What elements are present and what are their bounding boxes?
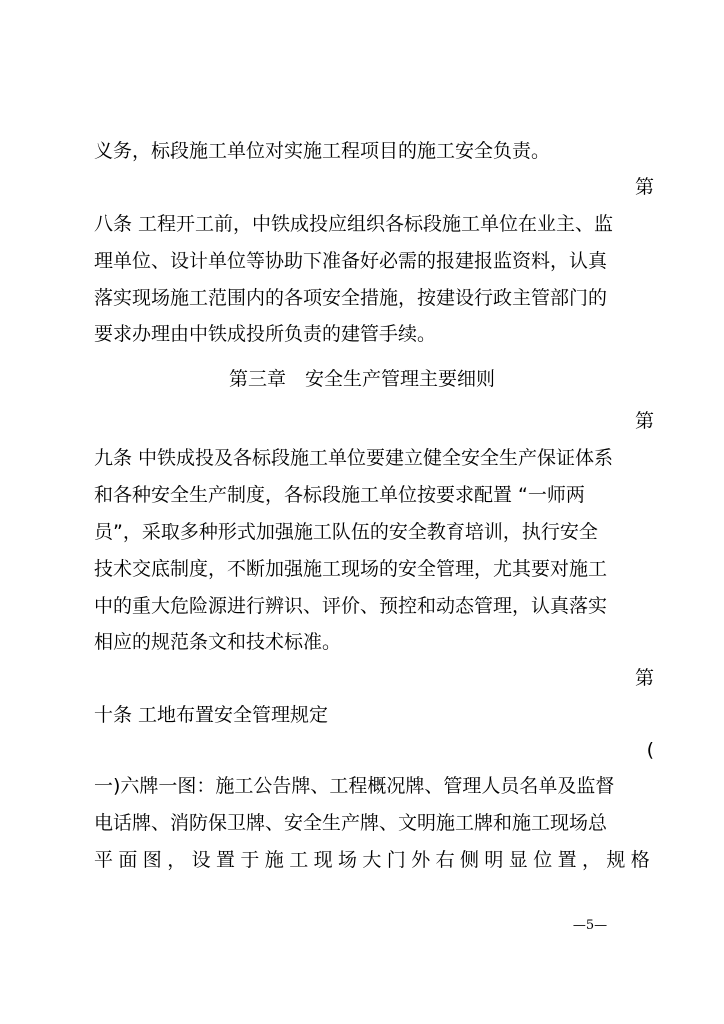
article-marker-8: 第 (634, 176, 654, 198)
text-line-4: 理单位、设计单位等协助下准备好必需的报建报监资料，认真 (94, 250, 608, 272)
article-marker-9: 第 (634, 410, 654, 432)
text-line-11: 员”，采取多种形式加强施工队伍的安全教育培训，执行安全 (94, 521, 598, 543)
text-line-14: 相应的规范条文和技术标准。 (94, 631, 342, 653)
text-line-13: 中的重大危险源进行辨识、评价、预控和动态管理，认真落实 (94, 595, 608, 617)
chapter-heading: 第三章 安全生产管理主要细则 (228, 368, 495, 390)
text-line-12: 技术交底制度，不断加强施工现场的安全管理，尤其要对施工 (94, 558, 608, 580)
text-line-5: 落实现场施工范围内的各项安全措施，按建设行政主管部门的 (94, 287, 608, 309)
item-marker-paren: ( (646, 739, 654, 761)
text-line-article-9-start: 九条 中铁成投及各标段施工单位要建立健全安全生产保证体系 (94, 447, 614, 469)
text-line-article-8-start: 八条 工程开工前，中铁成投应组织各标段施工单位在业主、监 (94, 213, 614, 235)
text-line-6: 要求办理由中铁成投所负责的建管手续。 (94, 323, 437, 345)
text-line-article-10-start: 十条 工地布置安全管理规定 (94, 704, 329, 726)
text-line-19: 电话牌、消防保卫牌、安全生产牌、文明施工牌和施工现场总 (94, 812, 608, 834)
text-line-10: 和各种安全生产制度，各标段施工单位按要求配置 “一师两 (94, 484, 585, 506)
text-line-20: 平面图，设置于施工现场大门外右侧明显位置，规格 (94, 849, 656, 871)
text-line-item-1-start: 一)六牌一图：施工公告牌、工程概况牌、管理人员名单及监督 (94, 775, 615, 797)
page-number: —5— (572, 918, 608, 933)
article-marker-10: 第 (634, 667, 654, 689)
text-line-1: 义务，标段施工单位对实施工程项目的施工安全负责。 (94, 140, 551, 162)
